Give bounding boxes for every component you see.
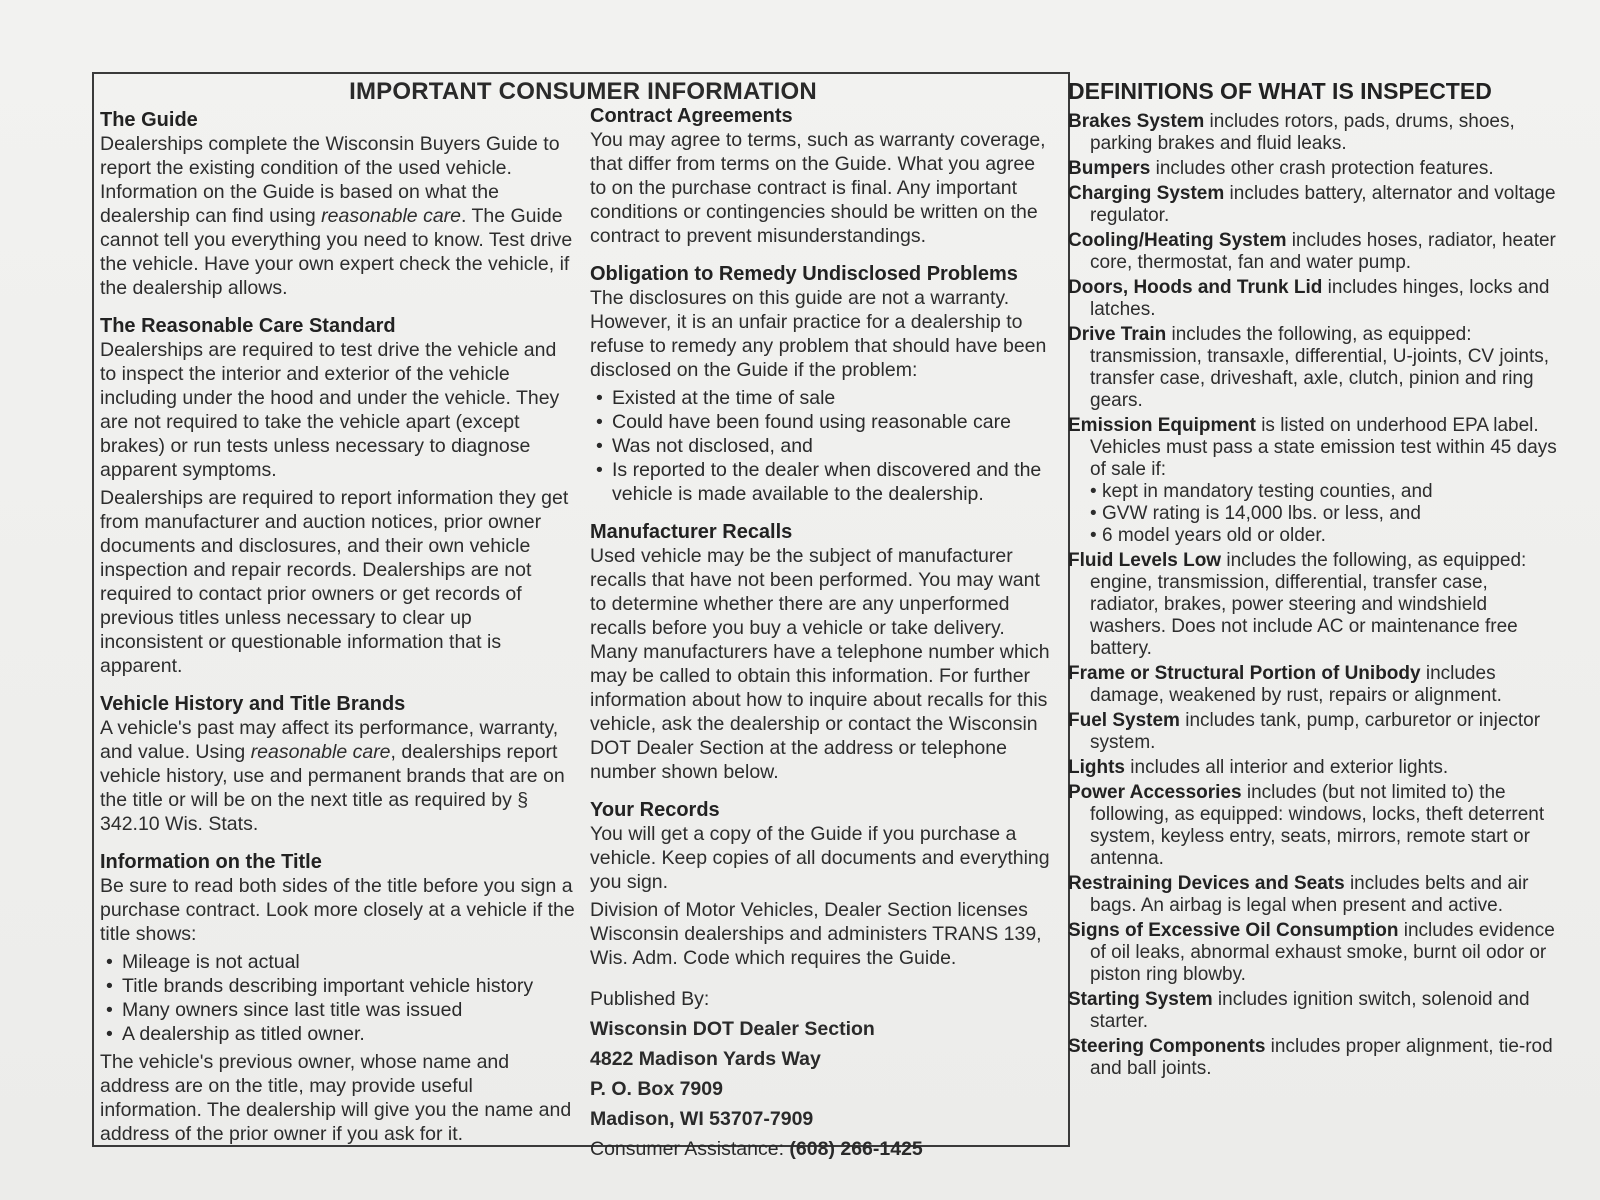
definition-item [1068,230,1558,274]
definition-text: includes battery, alternator and voltage regulator. [1090,183,1556,226]
definition-item [1068,183,1558,227]
definition-text: includes rotors, pads, drums, shoes, parking brakes and fluid leaks. [1090,111,1515,154]
definition-item [1068,111,1558,155]
list-item: • Is reported to the dealer when discovered and the vehicle is made available to the dealership. [590,458,1050,506]
definition-text: includes (but not limited to) the following, as equipped: windows, locks, theft deterrent system, keyless entry, seats, mirrors, remote start or antenna. [1090,782,1545,869]
definition-text: includes proper alignment, tie-rod and ball joints. [1090,1036,1553,1079]
definitions-column [1068,78,1558,1083]
definition-term: Power Accessories [1068,782,1242,803]
section-heading: The Reasonable Care Standard [100,315,396,337]
definition-term: Emission Equipment [1068,415,1256,436]
title-bullet-list [100,950,575,1046]
section-text: You may agree to terms, such as warranty coverage, that differ from terms on the Guide. What you agree to on the purchase contract is final. Any important conditions or contingencies should be written on the contract to prevent misunderstandings. [590,129,1046,247]
column-left [100,108,575,1160]
definition-text: includes hoses, radiator, heater core, thermostat, fan and water pump. [1090,230,1556,273]
list-item: • 6 model years old or older. [1090,525,1558,547]
section-text: Dealerships complete the Wisconsin Buyers Guide to report the existing condition of the used vehicle. Information on the Guide is based on what the dealership can find using reasonable care. The Guide cannot tell you everything you need to know. Test drive the vehicle. Have your own expert check the vehicle, if the dealership allows. [100,133,573,299]
column-middle [590,104,1050,1164]
list-item: • GVW rating is 14,000 lbs. or less, and [1090,503,1558,525]
section-contract [590,104,1050,248]
list-item: • Mileage is not actual [100,950,575,974]
section-text: Used vehicle may be the subject of manufacturer recalls that have not been performed. You may want to determine whether there are any unperformed recalls before you buy a vehicle or take delivery. Many manufacturers have a telephone number which may be called to obtain this information. For further information about how to inquire about recalls for this vehicle, ask the dealership or contact the Wisconsin DOT Dealer Section at the address or telephone number shown below. [590,545,1050,783]
emission-bullet-list [1090,481,1558,547]
publisher-label: Published By: [590,988,710,1010]
section-heading: The Guide [100,109,198,131]
section-records [590,798,1050,970]
publisher-pobox: P. O. Box 7909 [590,1078,723,1100]
definition-term: Restraining Devices and Seats [1068,873,1345,894]
definition-item [1068,663,1558,707]
definition-term: Starting System [1068,989,1213,1010]
definition-text: includes tank, pump, carburetor or injector system. [1090,710,1541,753]
section-text: Be sure to read both sides of the title before you sign a purchase contract. Look more closely at a vehicle if the title shows: [100,875,575,945]
box-title: IMPORTANT CONSUMER INFORMATION [349,78,817,105]
definition-term: Bumpers [1068,158,1151,179]
list-item: • Many owners since last title was issued [100,998,575,1022]
definition-item [1068,989,1558,1033]
definition-term: Frame or Structural Portion of Unibody [1068,663,1421,684]
section-text: The disclosures on this guide are not a warranty. However, it is an unfair practice for a dealership to refuse to remedy any problem that should have been disclosed on the Guide if the problem: [590,287,1047,381]
definition-item [1068,757,1558,779]
definition-term: Steering Components [1068,1036,1266,1057]
definition-item [1068,920,1558,986]
list-item: • kept in mandatory testing counties, and [1090,481,1558,503]
definition-term: Lights [1068,757,1125,778]
definition-item [1068,277,1558,321]
definition-text: includes other crash protection features. [1150,158,1494,179]
definition-term: Cooling/Heating System [1068,230,1287,251]
section-text: Division of Motor Vehicles, Dealer Section licenses Wisconsin dealerships and administers TRANS 139, Wis. Adm. Code which requires the Guide. [590,899,1042,969]
definition-text: includes ignition switch, solenoid and starter. [1090,989,1530,1032]
definition-item [1068,873,1558,917]
section-heading: Contract Agreements [590,105,793,127]
section-obligation [590,262,1050,506]
section-heading: Your Records [590,799,720,821]
consumer-assistance: Consumer Assistance: (608) 266-1425 [590,1138,923,1160]
definition-item [1068,782,1558,870]
publisher-city: Madison, WI 53707-7909 [590,1108,814,1130]
definition-term: Brakes System [1068,111,1205,132]
definition-term: Fluid Levels Low [1068,550,1222,571]
section-text: Dealerships are required to report information they get from manufacturer and auction notices, prior owner documents and disclosures, and their own vehicle inspection and repair records. Dealerships are not required to contact prior owners or get records of previous titles unless necessary to clear up inconsistent or questionable information that is apparent. [100,487,569,677]
definitions-list [1068,111,1558,1080]
definition-term: Charging System [1068,183,1225,204]
list-item: • Existed at the time of sale [590,386,1050,410]
definition-term: Fuel System [1068,710,1180,731]
definition-text: includes the following, as equipped: transmission, transaxle, differential, U-joints, CV joints, transfer case, driveshaft, axle, clutch, pinion and ring gears. [1090,324,1549,411]
definitions-title: DEFINITIONS OF WHAT IS INSPECTED [1068,78,1492,104]
section-the-guide [100,108,575,300]
definition-text: includes damage, weakened by rust, repairs or alignment. [1090,663,1502,706]
publisher-street: 4822 Madison Yards Way [590,1048,821,1070]
definition-item [1068,158,1558,180]
assistance-phone: (608) 266-1425 [789,1138,923,1160]
definition-text: includes hinges, locks and latches. [1090,277,1550,320]
definition-text: includes all interior and exterior lights. [1125,757,1449,778]
publisher-block [590,984,1050,1164]
section-text: A vehicle's past may affect its performance, warranty, and value. Using reasonable care, dealerships report vehicle history, use and permanent brands that are on the title or will be on the next title as required by § 342.10 Wis. Stats. [100,717,565,835]
list-item: • A dealership as titled owner. [100,1022,575,1046]
section-heading: Manufacturer Recalls [590,521,793,543]
section-text: The vehicle's previous owner, whose name and address are on the title, may provide useful information. The dealership will give you the name and address of the prior owner if you ask for it. [100,1051,572,1145]
section-heading: Information on the Title [100,851,322,873]
definition-item [1068,1036,1558,1080]
section-text: You will get a copy of the Guide if you purchase a vehicle. Keep copies of all documents and everything you sign. [590,823,1050,893]
definition-text: includes the following, as equipped: engine, transmission, differential, transfer case, radiator, brakes, power steering and windshield washers. Does not include AC or maintenance free battery. [1090,550,1527,659]
definition-item [1068,415,1558,547]
section-heading: Vehicle History and Title Brands [100,693,406,715]
definition-text: includes evidence of oil leaks, abnormal exhaust smoke, burnt oil odor or piston ring blowby. [1090,920,1555,985]
section-vehicle-history [100,692,575,836]
list-item: • Was not disclosed, and [590,434,1050,458]
section-title-info [100,850,575,1146]
section-text: Dealerships are required to test drive the vehicle and to inspect the interior and exterior of the vehicle including under the hood and under the vehicle. They are not required to take the vehicle apart (except brakes) or run tests unless necessary to diagnose apparent symptoms. [100,339,560,481]
obligation-bullet-list [590,386,1050,506]
definition-text: is listed on underhood EPA label. Vehicles must pass a state emission test within 45 days of sale if: [1090,415,1557,480]
definition-term: Drive Train [1068,324,1167,345]
definition-text: includes belts and air bags. An airbag is legal when present and active. [1090,873,1529,916]
list-item: • Could have been found using reasonable care [590,410,1050,434]
definition-term: Signs of Excessive Oil Consumption [1068,920,1399,941]
definition-item [1068,324,1558,412]
publisher-org: Wisconsin DOT Dealer Section [590,1018,875,1040]
definition-term: Doors, Hoods and Trunk Lid [1068,277,1323,298]
list-item: • Title brands describing important vehicle history [100,974,575,998]
section-reasonable-care [100,314,575,678]
section-recalls [590,520,1050,784]
definition-item [1068,710,1558,754]
section-heading: Obligation to Remedy Undisclosed Problems [590,263,1018,285]
definition-item [1068,550,1558,660]
